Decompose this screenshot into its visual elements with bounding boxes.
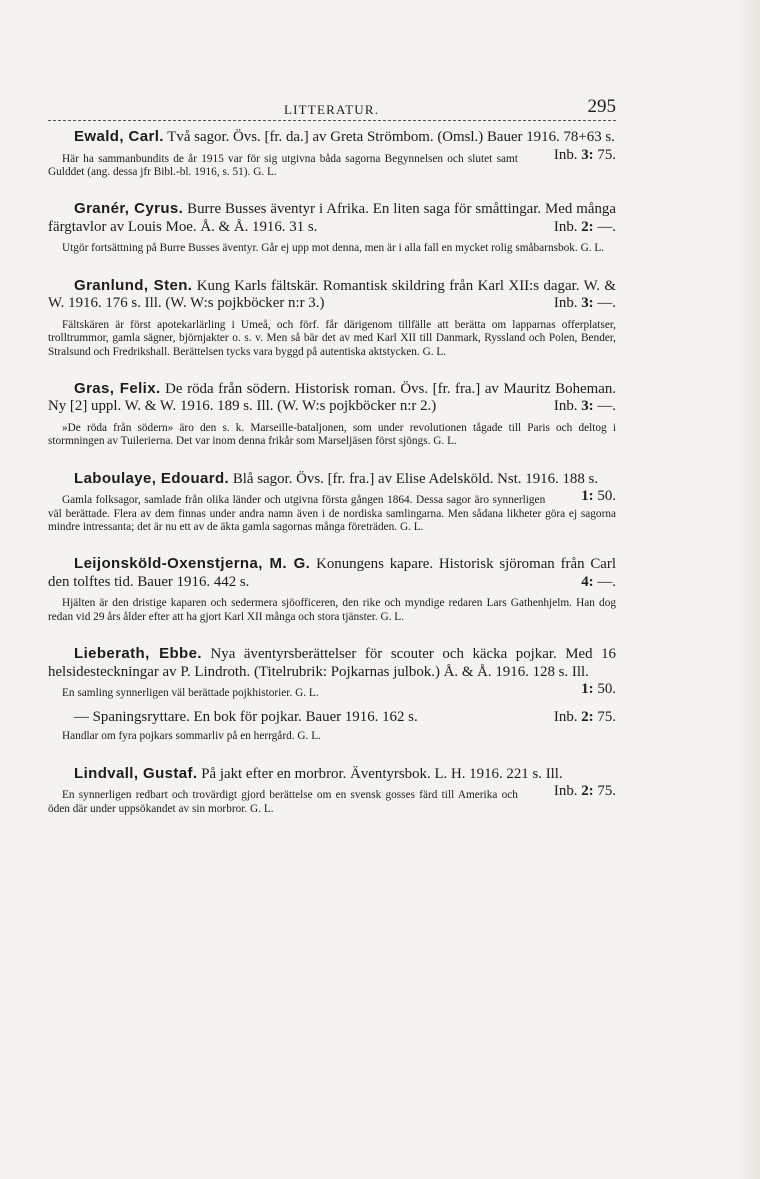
entry-text: Nya äventyrsberättelser för scouter och käcka pojkar. Med 16 helsidesteckningar av P. Lindroth. (Titelrubrik: Pojkarnas julbok.) Å. & Å. 1916. 128 s. Ill. [48,646,616,680]
entry-text: Två sagor. Övs. [fr. da.] av Greta Strömbom. (Omsl.) Bauer 1916. 78+63 s. [167,129,615,145]
entry-citation [48,200,616,236]
entry-leijonskold-oxenstjerna [48,555,616,624]
entry-price: 1: 50. [581,488,616,505]
entry-author: Leijonsköld-Oxenstjerna, M. G. [74,555,311,573]
entry-author: Lindvall, Gustaf. [74,764,198,782]
entry-text: De röda från södern. Historisk roman. Övs. [fr. fra.] av Mauritz Boheman. Ny [2] uppl. W. & W. 1916. 189 s. Ill. (W. W:s pojkböcker n:r 2.) [48,380,616,415]
entry-price: 1: 50. [581,681,616,698]
page-edge [736,0,760,1179]
entry-price: Inb. 2: —. [553,218,616,235]
entry-text: Kung Karls fältskär. Romantisk skildring från Karl XII:s dagar. W. & W. 1916. 176 s. Ill. (W. W:s pojkböcker n:r 3.) [48,277,616,312]
running-head [48,96,616,122]
entry-price: Inb. 2: 75. [553,783,616,800]
entry-price: Inb. 2: 75. [553,708,616,725]
entry-citation [48,764,616,800]
entry-annotation: Gamla folksagor, samlade från olika länder och utgivna första gången 1864. Dessa sagor äro synnerligen väl berättade. Flera av dem finnas under andra namn även i de nordiska samlingarna. Men sådana likheter göra ej sagorna mindre intressanta; det är nu ett av de äkta gamla sagornas många företräden. G. L. [48,494,616,534]
entry-gras [48,380,616,449]
entry-citation [48,555,616,591]
entry-annotation: Utgör fortsättning på Burre Busses äventyr. Går ej upp mot denna, men är i alla fall en mycket rolig småbarnsbok. G. L. [62,242,605,255]
entry-price: Inb. 3: 75. [553,146,616,163]
entry-annotation: En synnerligen redbart och trovärdigt gjord berättelse om en svensk gosses färd till Amerika och öden där under uppsökandet av sin morbror. G. L. [48,789,518,815]
entry-annotation: En samling synnerligen väl berättade pojkhistorier. G. L. [62,687,319,700]
entry-ewald [48,128,616,179]
entry-citation [48,277,616,313]
entry-author: Ewald, Carl. [74,128,164,145]
entry-citation [48,380,616,416]
entry-author: Gras, Felix. [74,379,161,397]
entry-text: — Spaningsryttare. En bok för pojkar. Bauer 1916. 162 s. [74,708,418,725]
entry-author: Granér, Cyrus. [74,200,184,218]
entry-author: Granlund, Sten. [74,276,193,294]
entry-lindvall [48,765,616,816]
entry-author: Lieberath, Ebbe. [74,645,202,663]
bibliography-entries [48,128,616,837]
entry-citation [48,469,616,505]
entry-granlund [48,277,616,359]
entry-annotation: »De röda från södern» äro den s. k. Marseille-bataljonen, som under revolutionen tågade till Paris och deltog i stormningen av Tuilerierna. Det var inom denna frikår som Marseljäsen först sjöngs. G. L. [48,421,616,448]
entry-graner [48,200,616,255]
entry-author: Laboulaye, Edouard. [74,469,230,487]
entry-annotation: Handlar om fyra pojkars sommarliv på en herrgård. G. L. [62,730,321,743]
entry-annotation: Fältskären är först apotekarlärling i Umeå, och förf. får därigenom tillfälle att berätta om lapparnas offerplatser, trolltrummor, gamla sägner, björnjakter o. s. v. Men så bär det av med Karl XII till Danmark, Ryssland och Polen, Bender, Stralsund och Fredrikshall. Berättelsen tycks vara byggd på autentiska aktstycken. G. L. [48,318,616,358]
entry-annotation: Hjälten är den dristige kaparen och sedermera sjöofficeren, den rike och myndige redaren Lars Gathenhjelm. Han dog redan vid 29 års ålder efter att ha gjort Karl XII många och stora tjänster. G. L. [48,597,616,623]
entry-text: På jakt efter en morbror. Äventyrsbok. L. H. 1916. 221 s. Ill. [201,765,563,782]
entry-price: Inb. 3: —. [553,295,616,312]
running-title: LITTERATUR. [284,102,380,117]
entry-price: Inb. 3: —. [553,398,616,415]
entry-citation [48,128,616,163]
header-rule [48,120,616,121]
entry-citation-second-title [48,709,616,727]
entry-annotation: Här ha sammanbundits de år 1915 var för sig utgivna båda sagorna Begynnelsen och slutet samt Gulddet (ang. dessa jfr Bibl.-bl. 1916, s. 51). G. L. [48,152,518,178]
entry-text: Blå sagor. Övs. [fr. fra.] av Elise Adelsköld. Nst. 1916. 188 s. [232,470,599,487]
entry-text: Burre Busses äventyr i Afrika. En liten saga för småttingar. Med många färgtavlor av Louis Moe. Å. & Å. 1916. 31 s. [48,201,616,235]
entry-text: Konungens kapare. Historisk sjöroman från Carl den tolftes tid. Bauer 1916. 442 s. [48,556,616,590]
entry-laboulaye [48,470,616,535]
entry-price: 4: —. [581,573,616,590]
entry-lieberath [48,645,616,743]
page-number: 295 [587,96,616,117]
